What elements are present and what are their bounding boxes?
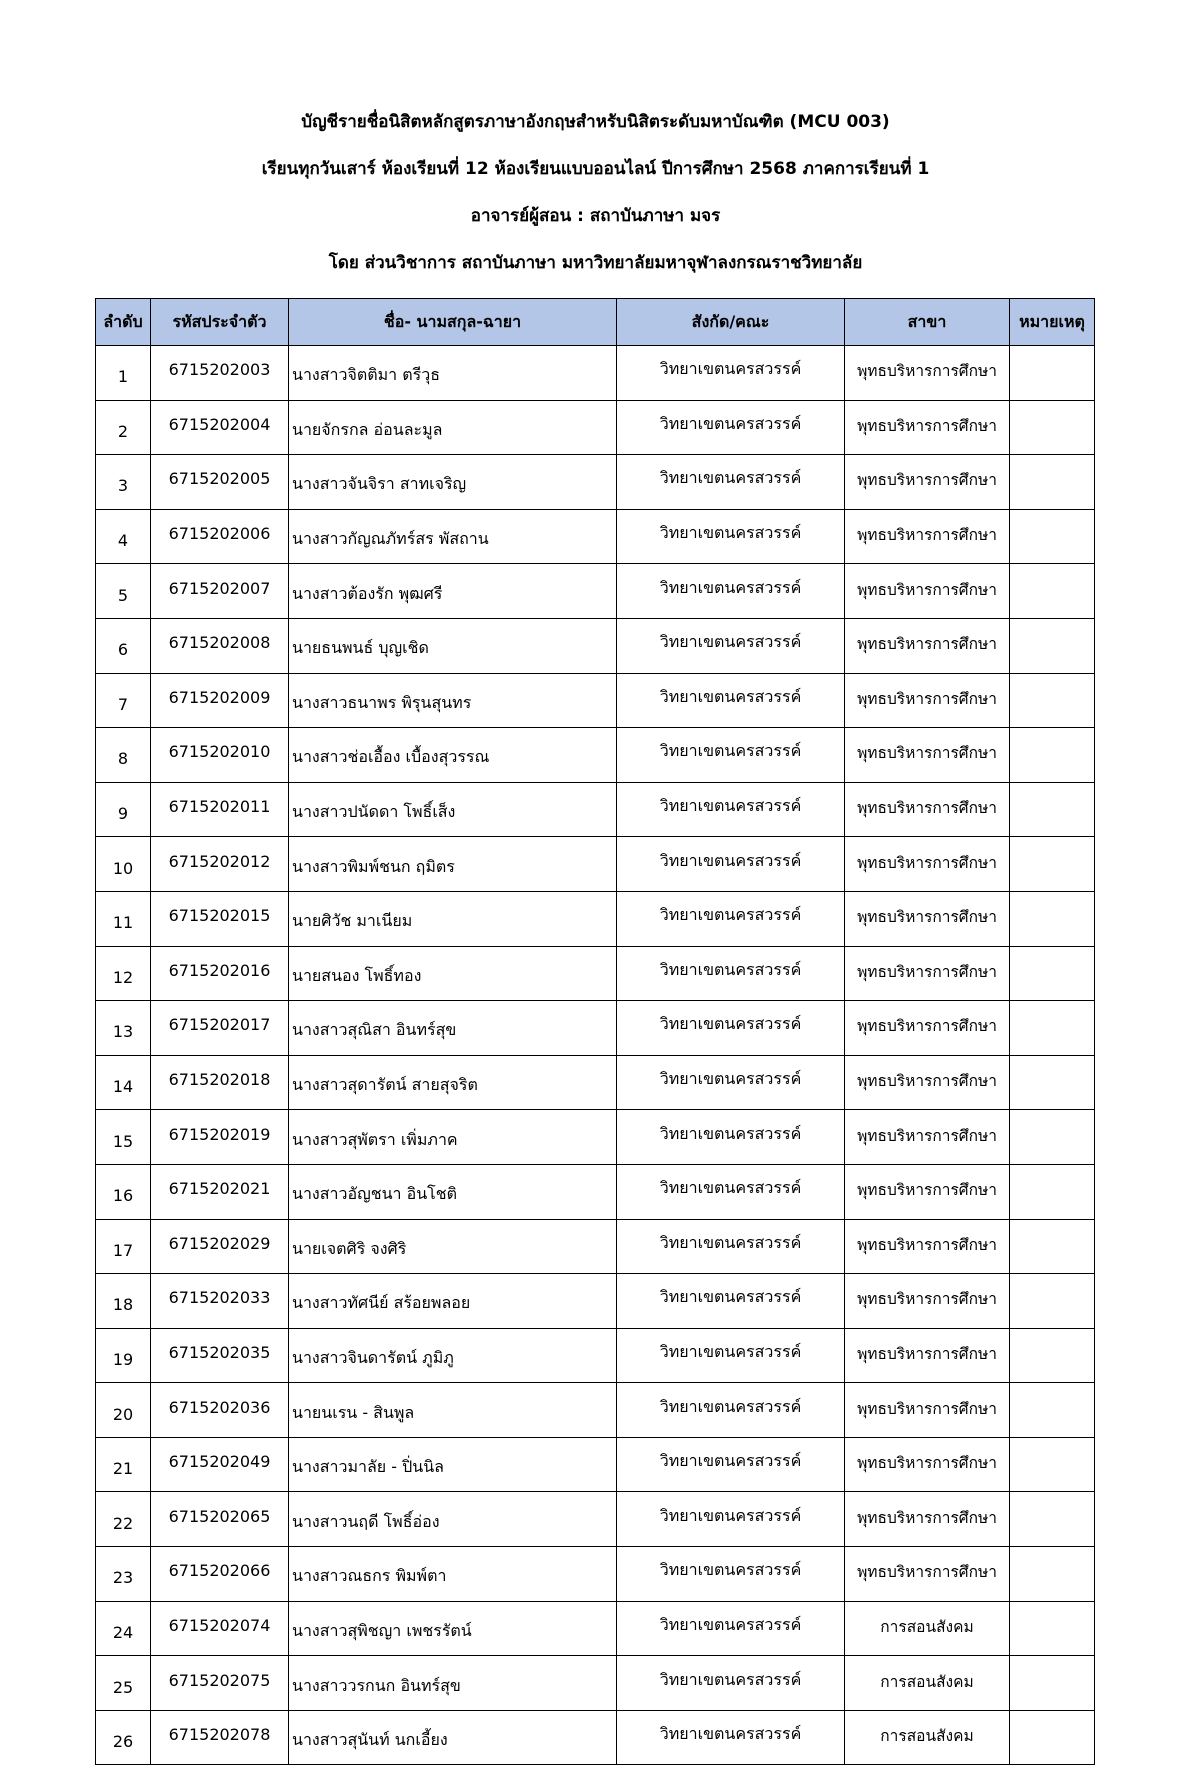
cell-remark bbox=[1010, 1383, 1095, 1438]
cell-major: พุทธบริหารการศึกษา bbox=[845, 891, 1010, 946]
cell-name: นางสาวสุพิชญา เพชรรัตน์ bbox=[289, 1601, 617, 1656]
cell-id: 6715202036 bbox=[151, 1383, 289, 1438]
cell-no: 11 bbox=[96, 891, 151, 946]
cell-id: 6715202010 bbox=[151, 728, 289, 783]
cell-major: พุทธบริหารการศึกษา bbox=[845, 1274, 1010, 1329]
cell-remark bbox=[1010, 891, 1095, 946]
cell-faculty: วิทยาเขตนครสวรรค์ bbox=[617, 891, 845, 946]
cell-major: พุทธบริหารการศึกษา bbox=[845, 1492, 1010, 1547]
table-row bbox=[96, 346, 1095, 401]
cell-remark bbox=[1010, 782, 1095, 837]
cell-faculty: วิทยาเขตนครสวรรค์ bbox=[617, 618, 845, 673]
table-row bbox=[96, 1274, 1095, 1329]
cell-name: นางสาวจิตติมา ตรีวุธ bbox=[289, 346, 617, 401]
cell-id: 6715202007 bbox=[151, 564, 289, 619]
cell-major: พุทธบริหารการศึกษา bbox=[845, 837, 1010, 892]
cell-name: นางสาวช่อเอื้อง เบื้องสุวรรณ bbox=[289, 728, 617, 783]
cell-remark bbox=[1010, 564, 1095, 619]
cell-major: พุทธบริหารการศึกษา bbox=[845, 564, 1010, 619]
cell-name: นายจักรกล อ่อนละมูล bbox=[289, 400, 617, 455]
table-row bbox=[96, 1383, 1095, 1438]
cell-no: 24 bbox=[96, 1601, 151, 1656]
cell-faculty: วิทยาเขตนครสวรรค์ bbox=[617, 673, 845, 728]
table-row bbox=[96, 1164, 1095, 1219]
cell-no: 3 bbox=[96, 455, 151, 510]
cell-major: พุทธบริหารการศึกษา bbox=[845, 1383, 1010, 1438]
table-row bbox=[96, 891, 1095, 946]
cell-faculty: วิทยาเขตนครสวรรค์ bbox=[617, 1274, 845, 1329]
cell-name: นายธนพนธ์ บุญเชิด bbox=[289, 618, 617, 673]
column-header-name: ชื่อ- นามสกุล-ฉายา bbox=[289, 299, 617, 346]
table-row bbox=[96, 400, 1095, 455]
cell-major: พุทธบริหารการศึกษา bbox=[845, 1055, 1010, 1110]
cell-no: 21 bbox=[96, 1437, 151, 1492]
cell-faculty: วิทยาเขตนครสวรรค์ bbox=[617, 455, 845, 510]
cell-faculty: วิทยาเขตนครสวรรค์ bbox=[617, 1601, 845, 1656]
cell-faculty: วิทยาเขตนครสวรรค์ bbox=[617, 837, 845, 892]
cell-remark bbox=[1010, 1219, 1095, 1274]
cell-id: 6715202021 bbox=[151, 1164, 289, 1219]
cell-id: 6715202017 bbox=[151, 1001, 289, 1056]
cell-remark bbox=[1010, 455, 1095, 510]
title-line-3: อาจารย์ผู้สอน : สถาบันภาษา มจร bbox=[470, 206, 721, 226]
cell-no: 23 bbox=[96, 1547, 151, 1602]
cell-id: 6715202066 bbox=[151, 1547, 289, 1602]
table-row bbox=[96, 837, 1095, 892]
cell-id: 6715202029 bbox=[151, 1219, 289, 1274]
table-row bbox=[96, 1001, 1095, 1056]
cell-faculty: วิทยาเขตนครสวรรค์ bbox=[617, 946, 845, 1001]
cell-no: 2 bbox=[96, 400, 151, 455]
cell-remark bbox=[1010, 1547, 1095, 1602]
cell-remark bbox=[1010, 1656, 1095, 1711]
cell-remark bbox=[1010, 1110, 1095, 1165]
cell-id: 6715202018 bbox=[151, 1055, 289, 1110]
cell-no: 20 bbox=[96, 1383, 151, 1438]
cell-no: 16 bbox=[96, 1164, 151, 1219]
column-header-major: สาขา bbox=[845, 299, 1010, 346]
cell-major: การสอนสังคม bbox=[845, 1710, 1010, 1765]
cell-remark bbox=[1010, 400, 1095, 455]
cell-major: พุทธบริหารการศึกษา bbox=[845, 400, 1010, 455]
cell-faculty: วิทยาเขตนครสวรรค์ bbox=[617, 1001, 845, 1056]
cell-name: นางสาวจันจิรา สาทเจริญ bbox=[289, 455, 617, 510]
cell-major: พุทธบริหารการศึกษา bbox=[845, 1328, 1010, 1383]
cell-faculty: วิทยาเขตนครสวรรค์ bbox=[617, 1110, 845, 1165]
cell-faculty: วิทยาเขตนครสวรรค์ bbox=[617, 782, 845, 837]
cell-name: นางสาววรกนก อินทร์สุข bbox=[289, 1656, 617, 1711]
cell-name: นายนเรน - สินพูล bbox=[289, 1383, 617, 1438]
cell-remark bbox=[1010, 673, 1095, 728]
title-line-1: บัญชีรายชื่อนิสิตหลักสูตรภาษาอังกฤษสำหรับนิสิตระดับมหาบัณฑิต (MCU 003) bbox=[301, 112, 890, 132]
cell-major: พุทธบริหารการศึกษา bbox=[845, 1219, 1010, 1274]
cell-name: นางสาวอัญชนา อินโชติ bbox=[289, 1164, 617, 1219]
cell-no: 26 bbox=[96, 1710, 151, 1765]
cell-major: การสอนสังคม bbox=[845, 1656, 1010, 1711]
cell-major: พุทธบริหารการศึกษา bbox=[845, 455, 1010, 510]
cell-remark bbox=[1010, 728, 1095, 783]
table-row bbox=[96, 1328, 1095, 1383]
cell-remark bbox=[1010, 1055, 1095, 1110]
cell-faculty: วิทยาเขตนครสวรรค์ bbox=[617, 1383, 845, 1438]
table-row bbox=[96, 673, 1095, 728]
cell-no: 14 bbox=[96, 1055, 151, 1110]
cell-no: 4 bbox=[96, 509, 151, 564]
cell-id: 6715202011 bbox=[151, 782, 289, 837]
table-row bbox=[96, 1601, 1095, 1656]
cell-faculty: วิทยาเขตนครสวรรค์ bbox=[617, 728, 845, 783]
cell-faculty: วิทยาเขตนครสวรรค์ bbox=[617, 1710, 845, 1765]
cell-remark bbox=[1010, 1274, 1095, 1329]
cell-major: พุทธบริหารการศึกษา bbox=[845, 509, 1010, 564]
table-row bbox=[96, 564, 1095, 619]
table-row bbox=[96, 1437, 1095, 1492]
cell-no: 12 bbox=[96, 946, 151, 1001]
cell-remark bbox=[1010, 1601, 1095, 1656]
table-row bbox=[96, 618, 1095, 673]
cell-name: นางสาวจินดารัตน์ ภูมิภู bbox=[289, 1328, 617, 1383]
cell-no: 15 bbox=[96, 1110, 151, 1165]
cell-id: 6715202075 bbox=[151, 1656, 289, 1711]
cell-faculty: วิทยาเขตนครสวรรค์ bbox=[617, 1328, 845, 1383]
cell-name: นางสาวธนาพร พิรุนสุนทร bbox=[289, 673, 617, 728]
cell-major: การสอนสังคม bbox=[845, 1601, 1010, 1656]
cell-id: 6715202008 bbox=[151, 618, 289, 673]
cell-name: นางสาวณธกร พิมพ์ตา bbox=[289, 1547, 617, 1602]
cell-major: พุทธบริหารการศึกษา bbox=[845, 618, 1010, 673]
cell-faculty: วิทยาเขตนครสวรรค์ bbox=[617, 509, 845, 564]
cell-faculty: วิทยาเขตนครสวรรค์ bbox=[617, 1219, 845, 1274]
cell-faculty: วิทยาเขตนครสวรรค์ bbox=[617, 1547, 845, 1602]
table-row bbox=[96, 1656, 1095, 1711]
cell-major: พุทธบริหารการศึกษา bbox=[845, 1164, 1010, 1219]
cell-name: นางสาวพิมพ์ชนก ฤมิตร bbox=[289, 837, 617, 892]
cell-faculty: วิทยาเขตนครสวรรค์ bbox=[617, 1055, 845, 1110]
cell-major: พุทธบริหารการศึกษา bbox=[845, 1437, 1010, 1492]
cell-name: นายศิวัช มาเนียม bbox=[289, 891, 617, 946]
cell-remark bbox=[1010, 1164, 1095, 1219]
cell-id: 6715202049 bbox=[151, 1437, 289, 1492]
cell-name: นางสาวสุดารัตน์ สายสุจริต bbox=[289, 1055, 617, 1110]
cell-remark bbox=[1010, 837, 1095, 892]
cell-faculty: วิทยาเขตนครสวรรค์ bbox=[617, 564, 845, 619]
cell-remark bbox=[1010, 509, 1095, 564]
table-row bbox=[96, 1710, 1095, 1765]
cell-id: 6715202078 bbox=[151, 1710, 289, 1765]
table-row bbox=[96, 1219, 1095, 1274]
cell-remark bbox=[1010, 1492, 1095, 1547]
cell-id: 6715202035 bbox=[151, 1328, 289, 1383]
cell-major: พุทธบริหารการศึกษา bbox=[845, 782, 1010, 837]
cell-id: 6715202074 bbox=[151, 1601, 289, 1656]
cell-no: 6 bbox=[96, 618, 151, 673]
cell-remark bbox=[1010, 1437, 1095, 1492]
table-row bbox=[96, 782, 1095, 837]
cell-id: 6715202006 bbox=[151, 509, 289, 564]
cell-major: พุทธบริหารการศึกษา bbox=[845, 346, 1010, 401]
cell-id: 6715202016 bbox=[151, 946, 289, 1001]
cell-no: 25 bbox=[96, 1656, 151, 1711]
cell-major: พุทธบริหารการศึกษา bbox=[845, 1001, 1010, 1056]
cell-remark bbox=[1010, 946, 1095, 1001]
table-row bbox=[96, 1110, 1095, 1165]
cell-faculty: วิทยาเขตนครสวรรค์ bbox=[617, 400, 845, 455]
title-line-4: โดย ส่วนวิชาการ สถาบันภาษา มหาวิทยาลัยมหาจุฬาลงกรณราชวิทยาลัย bbox=[328, 253, 863, 273]
cell-remark bbox=[1010, 1001, 1095, 1056]
cell-name: นางสาวสุณิสา อินทร์สุข bbox=[289, 1001, 617, 1056]
cell-no: 19 bbox=[96, 1328, 151, 1383]
table-body bbox=[96, 346, 1095, 1765]
table-row bbox=[96, 455, 1095, 510]
cell-faculty: วิทยาเขตนครสวรรค์ bbox=[617, 1437, 845, 1492]
cell-name: นางสาวนฤดี โพธิ์อ่อง bbox=[289, 1492, 617, 1547]
cell-remark bbox=[1010, 618, 1095, 673]
table-row bbox=[96, 1055, 1095, 1110]
table-header-row bbox=[96, 299, 1095, 346]
cell-major: พุทธบริหารการศึกษา bbox=[845, 946, 1010, 1001]
table-row bbox=[96, 728, 1095, 783]
table-row bbox=[96, 1547, 1095, 1602]
cell-no: 8 bbox=[96, 728, 151, 783]
table-row bbox=[96, 946, 1095, 1001]
cell-no: 18 bbox=[96, 1274, 151, 1329]
cell-faculty: วิทยาเขตนครสวรรค์ bbox=[617, 1492, 845, 1547]
cell-id: 6715202003 bbox=[151, 346, 289, 401]
column-header-faculty: สังกัด/คณะ bbox=[617, 299, 845, 346]
cell-id: 6715202004 bbox=[151, 400, 289, 455]
cell-remark bbox=[1010, 1328, 1095, 1383]
cell-major: พุทธบริหารการศึกษา bbox=[845, 728, 1010, 783]
cell-id: 6715202005 bbox=[151, 455, 289, 510]
cell-name: นายสนอง โพธิ์ทอง bbox=[289, 946, 617, 1001]
cell-name: นางสาวต้องรัก พุฒศรี bbox=[289, 564, 617, 619]
column-header-id: รหัสประจำตัว bbox=[151, 299, 289, 346]
cell-name: นางสาวมาลัย - ปิ่นนิล bbox=[289, 1437, 617, 1492]
cell-major: พุทธบริหารการศึกษา bbox=[845, 1547, 1010, 1602]
cell-no: 17 bbox=[96, 1219, 151, 1274]
cell-no: 7 bbox=[96, 673, 151, 728]
cell-no: 9 bbox=[96, 782, 151, 837]
student-table bbox=[95, 298, 1095, 1765]
cell-faculty: วิทยาเขตนครสวรรค์ bbox=[617, 1164, 845, 1219]
column-header-no: ลำดับ bbox=[96, 299, 151, 346]
cell-faculty: วิทยาเขตนครสวรรค์ bbox=[617, 346, 845, 401]
cell-major: พุทธบริหารการศึกษา bbox=[845, 673, 1010, 728]
cell-name: นางสาวกัญณภัทร์สร พัสถาน bbox=[289, 509, 617, 564]
cell-no: 10 bbox=[96, 837, 151, 892]
cell-id: 6715202009 bbox=[151, 673, 289, 728]
cell-no: 13 bbox=[96, 1001, 151, 1056]
cell-name: นางสาวสุนันท์ นกเอี้ยง bbox=[289, 1710, 617, 1765]
cell-faculty: วิทยาเขตนครสวรรค์ bbox=[617, 1656, 845, 1711]
cell-name: นางสาวปนัดดา โพธิ์เส็ง bbox=[289, 782, 617, 837]
cell-no: 22 bbox=[96, 1492, 151, 1547]
cell-id: 6715202065 bbox=[151, 1492, 289, 1547]
cell-major: พุทธบริหารการศึกษา bbox=[845, 1110, 1010, 1165]
table-row bbox=[96, 509, 1095, 564]
cell-id: 6715202015 bbox=[151, 891, 289, 946]
column-header-remark: หมายเหตุ bbox=[1010, 299, 1095, 346]
document-header bbox=[0, 112, 1191, 300]
cell-name: นายเจตศิริ จงศิริ bbox=[289, 1219, 617, 1274]
cell-id: 6715202012 bbox=[151, 837, 289, 892]
cell-id: 6715202019 bbox=[151, 1110, 289, 1165]
cell-no: 5 bbox=[96, 564, 151, 619]
cell-id: 6715202033 bbox=[151, 1274, 289, 1329]
cell-remark bbox=[1010, 346, 1095, 401]
cell-remark bbox=[1010, 1710, 1095, 1765]
cell-no: 1 bbox=[96, 346, 151, 401]
cell-name: นางสาวสุพัตรา เพิ่มภาค bbox=[289, 1110, 617, 1165]
title-line-2: เรียนทุกวันเสาร์ ห้องเรียนที่ 12 ห้องเรียนแบบออนไลน์ ปีการศึกษา 2568 ภาคการเรียนที่ 1 bbox=[261, 159, 930, 179]
cell-name: นางสาวทัศนีย์ สร้อยพลอย bbox=[289, 1274, 617, 1329]
table-row bbox=[96, 1492, 1095, 1547]
